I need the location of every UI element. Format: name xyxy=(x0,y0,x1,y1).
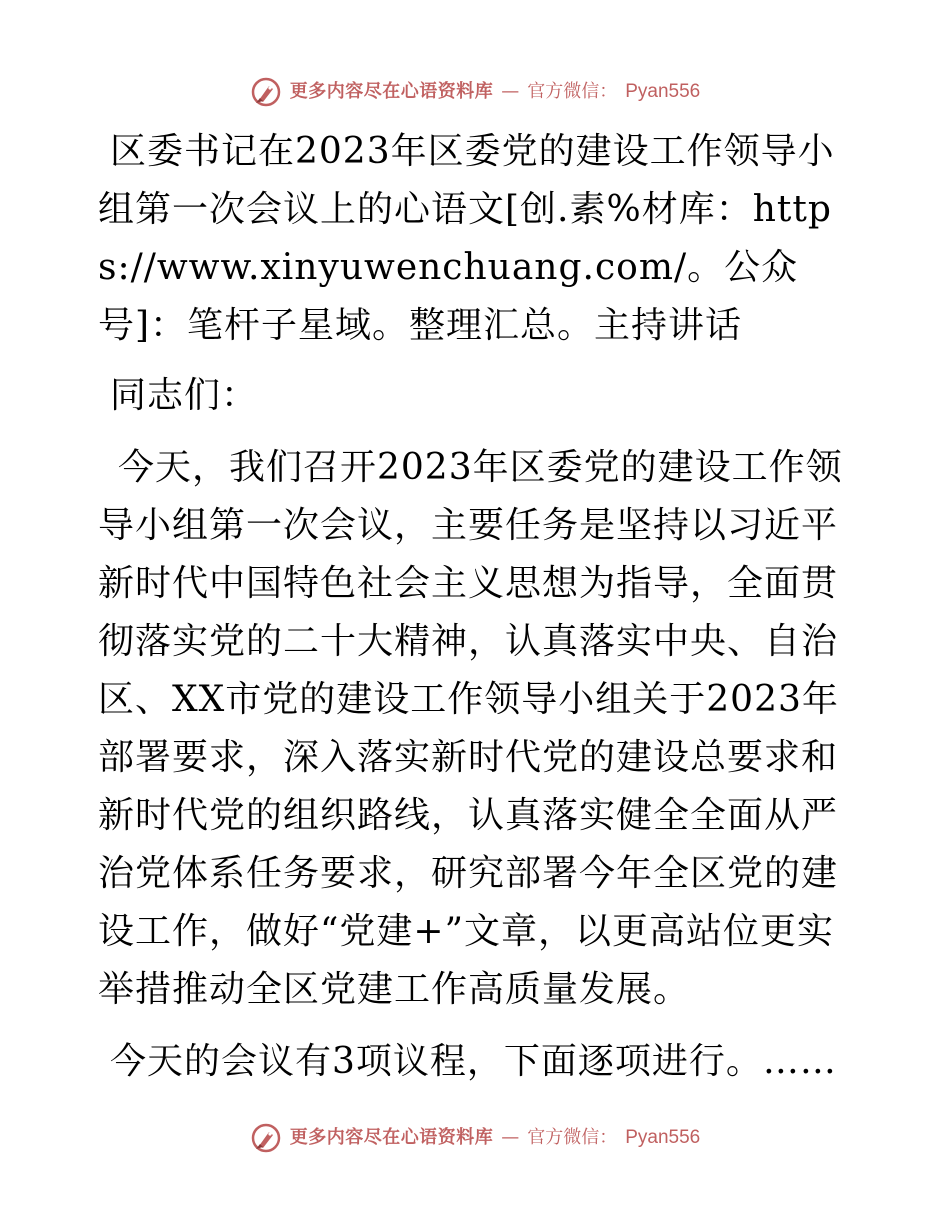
document-title: 区委书记在2023年区委党的建设工作领导小组第一次会议上的心语文[创.素%材库：https://www.xinyuwenchuang.com/。公众号]：笔杆子星域。整理汇总。主持讲话 xyxy=(98,131,835,346)
header-watermark xyxy=(0,72,950,112)
watermark-lead-text: 更多内容尽在心语资料库 xyxy=(289,81,494,102)
document-content xyxy=(98,123,868,1091)
watermark-dash: — xyxy=(501,1127,520,1148)
watermark-wechat-id: Pyan556 xyxy=(625,81,701,102)
footer-watermark xyxy=(0,1118,950,1158)
document-closing-paragraph: 今天的会议有3项议程，下面逐项进行。…… xyxy=(110,1041,837,1082)
watermark-tail-text: 官方微信： xyxy=(527,81,618,102)
pen-nib-logo-icon xyxy=(250,1122,282,1154)
watermark-wechat-id: Pyan556 xyxy=(625,1127,701,1148)
pen-nib-logo-icon xyxy=(250,76,282,108)
watermark-tail-text: 官方微信： xyxy=(527,1127,618,1148)
watermark-lead-text: 更多内容尽在心语资料库 xyxy=(289,1127,494,1148)
document-greeting: 同志们： xyxy=(110,375,259,416)
document-body-paragraph: 今天，我们召开2023年区委党的建设工作领导小组第一次会议，主要任务是坚持以习近平新时代中国特色社会主义思想为指导，全面贯彻落实党的二十大精神，认真落实中央、自治区、XX市党的建设工作领导小组关于2023年部署要求，深入落实新时代党的建设总要求和新时代党的组织路线，认真落实健全全面从严治党体系任务要求，研究部署今年全区党的建设工作，做好“党建+”文章，以更高站位更实举措推动全区党建工作高质量发展。 xyxy=(98,447,843,1010)
watermark-dash: — xyxy=(501,81,520,102)
